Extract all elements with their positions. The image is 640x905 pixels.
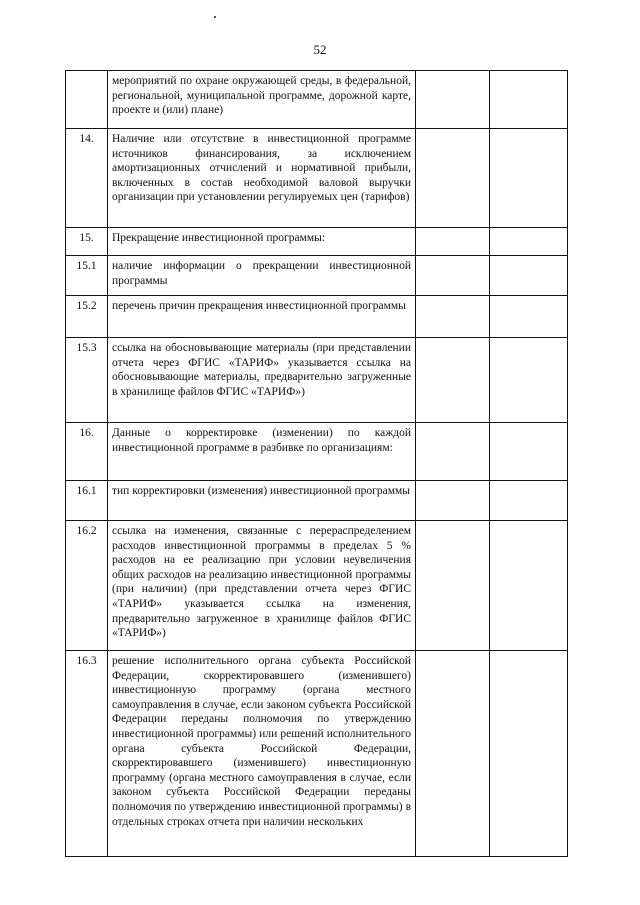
empty-cell-col4 bbox=[490, 228, 568, 256]
row-number: 15.3 bbox=[66, 338, 108, 423]
empty-cell-col3 bbox=[416, 521, 490, 651]
empty-cell-col4 bbox=[490, 521, 568, 651]
report-table bbox=[65, 70, 568, 857]
page-number: 52 bbox=[313, 42, 327, 57]
empty-cell-col4 bbox=[490, 296, 568, 338]
row-description: мероприятий по охране окружающей среды, в федеральной, региональной, муниципальной программе, дорожной карте, проекте и (или) плане) bbox=[108, 71, 416, 129]
row-number: 16.2 bbox=[66, 521, 108, 651]
row-description: ссылка на изменения, связанные с перераспределением расходов инвестиционной программы в пределах 5 % расходов на ее реализацию при условии неувеличения общих расходов на реализацию инвестиционной программы (при наличии) (при представлении отчета через ФГИС «ТАРИФ» указывается ссылка на изменения, предварительно загруженное в хранилище файлов ФГИС «ТАРИФ») bbox=[108, 521, 416, 651]
table-row bbox=[66, 338, 568, 423]
empty-cell-col4 bbox=[490, 338, 568, 423]
row-description: ссылка на обосновывающие материалы (при представлении отчета через ФГИС «ТАРИФ» указывается ссылка на обосновывающие материалы, предварительно загруженные в хранилище файлов ФГИС «ТАРИФ») bbox=[108, 338, 416, 423]
row-description: перечень причин прекращения инвестиционной программы bbox=[108, 296, 416, 338]
row-number: 16. bbox=[66, 423, 108, 481]
row-description: решение исполнительного органа субъекта Российской Федерации, скорректировавшего (изменившего) инвестиционную программу (органа местного самоуправления в случае, если законом субъекта Российской Федерации переданы полномочия по утверждению инвестиционной программы) или решений исполнительного органа субъекта Российской Федерации, скорректировавшего (изменившего) инвестиционную программу (органа местного самоуправления в случае, если законом субъекта Российской Федерации переданы полномочия по утверждению инвестиционной программы) в отдельных строках отчета при наличии нескольких bbox=[108, 651, 416, 857]
row-description: тип корректировки (изменения) инвестиционной программы bbox=[108, 481, 416, 521]
table-row bbox=[66, 423, 568, 481]
table-row bbox=[66, 71, 568, 129]
empty-cell-col3 bbox=[416, 651, 490, 857]
empty-cell-col4 bbox=[490, 651, 568, 857]
row-description: Данные о корректировке (изменении) по каждой инвестиционной программе в разбивке по организациям: bbox=[108, 423, 416, 481]
empty-cell-col4 bbox=[490, 71, 568, 129]
row-number: 15.1 bbox=[66, 256, 108, 296]
row-description: Прекращение инвестиционной программы: bbox=[108, 228, 416, 256]
empty-cell-col3 bbox=[416, 296, 490, 338]
row-number: 14. bbox=[66, 129, 108, 228]
table-row bbox=[66, 228, 568, 256]
empty-cell-col3 bbox=[416, 228, 490, 256]
empty-cell-col3 bbox=[416, 423, 490, 481]
row-description: Наличие или отсутствие в инвестиционной программе источников финансирования, за исключением амортизационных отчислений и нормативной прибыли, включенных в состав необходимой валовой выручки организации при установлении регулируемых цен (тарифов) bbox=[108, 129, 416, 228]
table-row bbox=[66, 521, 568, 651]
empty-cell-col3 bbox=[416, 71, 490, 129]
empty-cell-col4 bbox=[490, 129, 568, 228]
row-description: наличие информации о прекращении инвестиционной программы bbox=[108, 256, 416, 296]
table-row bbox=[66, 256, 568, 296]
empty-cell-col4 bbox=[490, 481, 568, 521]
row-number bbox=[66, 71, 108, 129]
row-number: 15. bbox=[66, 228, 108, 256]
table-row bbox=[66, 481, 568, 521]
empty-cell-col4 bbox=[490, 423, 568, 481]
empty-cell-col3 bbox=[416, 129, 490, 228]
empty-cell-col3 bbox=[416, 338, 490, 423]
empty-cell-col3 bbox=[416, 256, 490, 296]
table-row bbox=[66, 129, 568, 228]
table-row bbox=[66, 296, 568, 338]
row-number: 16.3 bbox=[66, 651, 108, 857]
row-number: 15.2 bbox=[66, 296, 108, 338]
table-row bbox=[66, 651, 568, 857]
empty-cell-col3 bbox=[416, 481, 490, 521]
row-number: 16.1 bbox=[66, 481, 108, 521]
table-body bbox=[66, 71, 568, 857]
scan-speck bbox=[214, 16, 216, 18]
empty-cell-col4 bbox=[490, 256, 568, 296]
